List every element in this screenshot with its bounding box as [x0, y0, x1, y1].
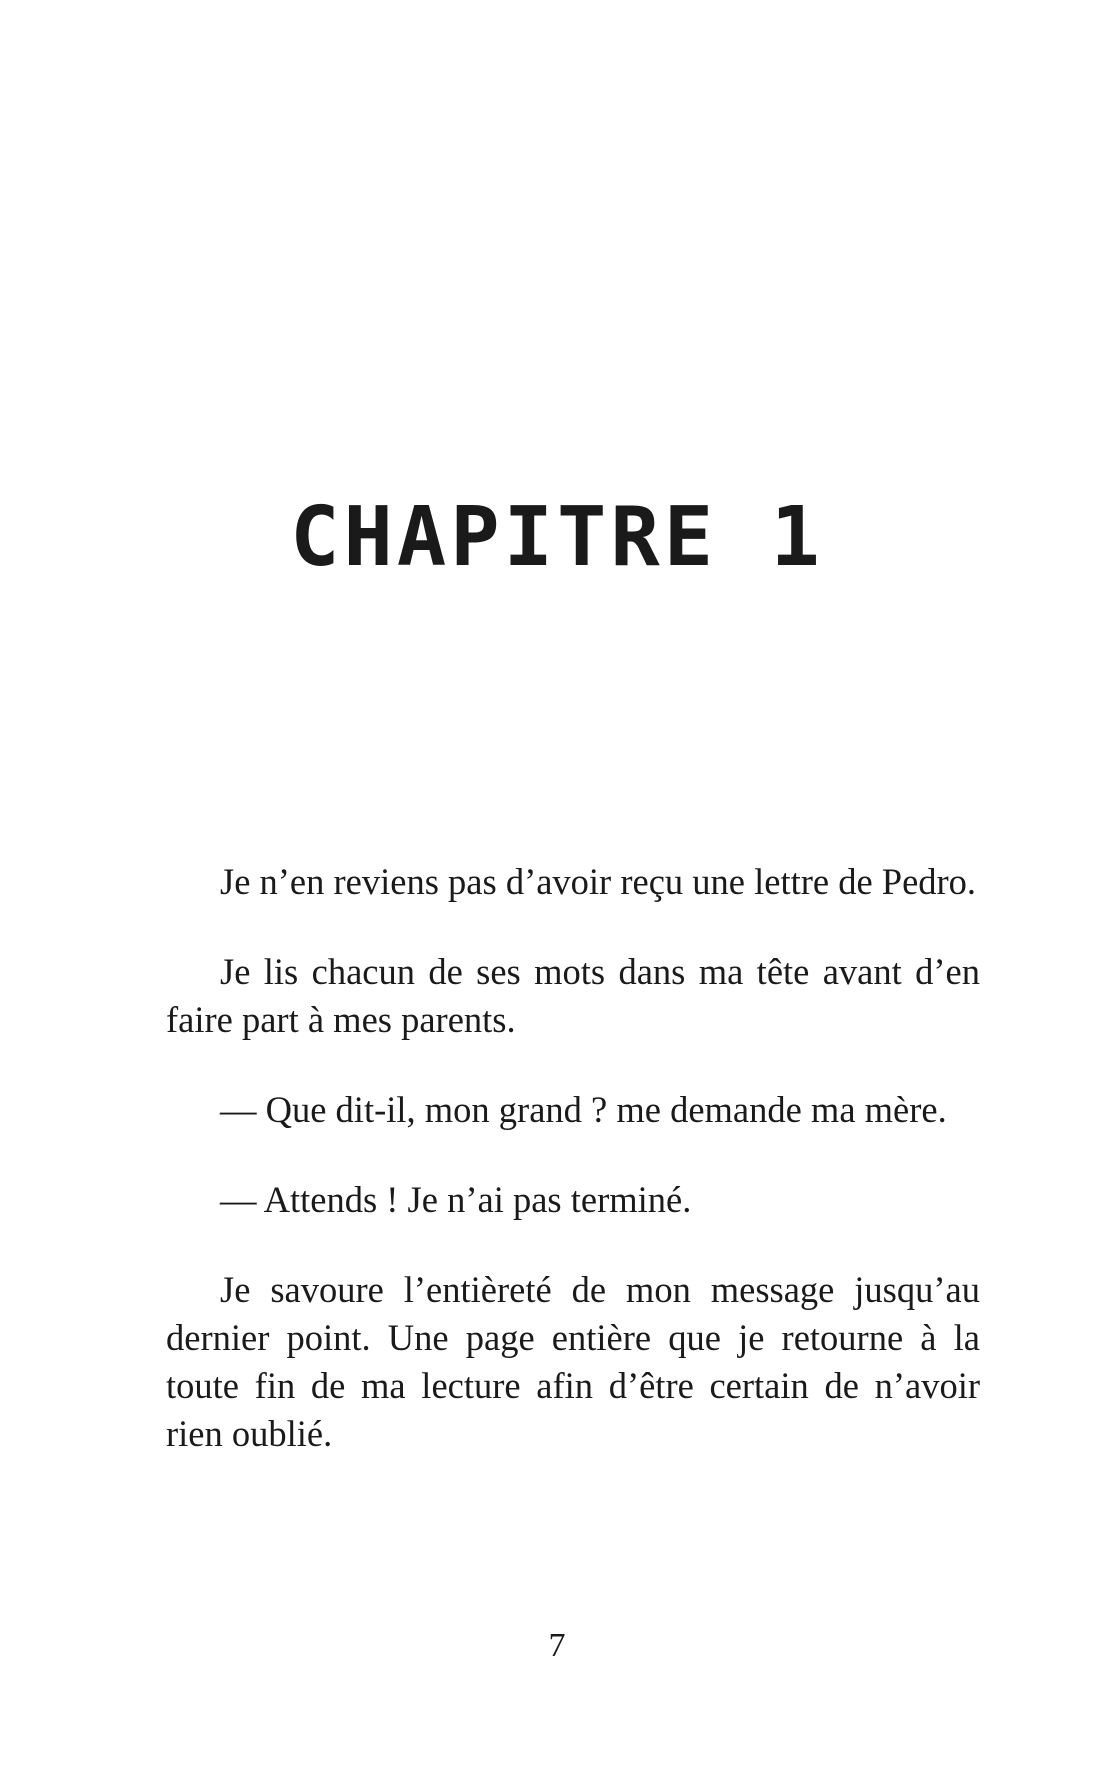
- paragraph: Je n’en reviens pas d’avoir reçu une lettre de Pedro.: [220, 861, 977, 902]
- paragraph: — Que dit-il, mon grand ? me demande ma mère.: [220, 1089, 947, 1130]
- paragraph: Je savoure l’entièreté de mon message jusqu’au dernier point. Une page entière que je retourne à la toute fin de ma lecture afin d’être certain de n’avoir rien oublié.: [166, 1269, 980, 1454]
- paragraph: — Attends ! Je n’ai pas terminé.: [220, 1179, 692, 1220]
- chapter-title: CHAPITRE 1: [290, 490, 824, 585]
- paragraph: Je lis chacun de ses mots dans ma tête avant d’en faire part à mes parents.: [166, 951, 980, 1040]
- page-number: 7: [548, 1627, 566, 1664]
- chapter-body: [166, 858, 980, 1500]
